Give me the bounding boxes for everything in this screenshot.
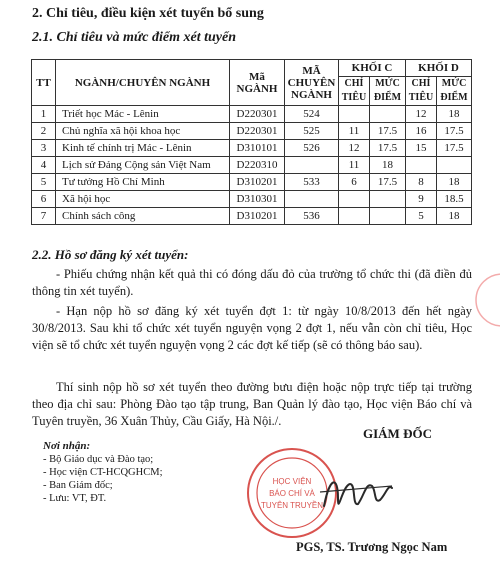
subsection-heading-quota: 2.1. Chỉ tiêu và mức điểm xét tuyển <box>32 30 236 45</box>
signer-name: PGS, TS. Trương Ngọc Nam <box>296 540 448 554</box>
cell-tt: 5 <box>32 174 56 191</box>
cell-d-quota: 16 <box>406 123 437 140</box>
cell-tt: 4 <box>32 157 56 174</box>
seal-line-3: TUYÊN TRUYỀN <box>260 501 324 510</box>
cell-code-major: D310101 <box>230 140 285 157</box>
cell-d-score <box>437 157 472 174</box>
header-group-d: KHỐI D <box>406 60 472 77</box>
cell-major: Kinh tế chính trị Mác - Lênin <box>56 140 230 157</box>
header-code-spec: MÃ CHUYÊN NGÀNH <box>285 60 339 106</box>
seal-line-2: BÁO CHÍ VÀ <box>269 489 315 498</box>
header-major: NGÀNH/CHUYÊN NGÀNH <box>56 60 230 106</box>
cell-c-quota <box>339 191 370 208</box>
cell-c-score: 17.5 <box>370 123 406 140</box>
subsection-heading-dossier: 2.2. Hồ sơ đăng ký xét tuyển: <box>32 247 189 262</box>
recipient-item: - Ban Giám đốc; <box>43 480 113 491</box>
quota-table <box>31 59 472 225</box>
cell-code-spec <box>285 191 339 208</box>
cell-code-major: D220301 <box>230 123 285 140</box>
cell-major: Triết học Mác - Lênin <box>56 106 230 123</box>
seal-line-1: HỌC VIỆN <box>272 477 312 486</box>
cell-tt: 6 <box>32 191 56 208</box>
cell-code-major: D310201 <box>230 208 285 225</box>
signature-title: GIÁM ĐỐC <box>363 426 432 441</box>
cell-d-quota: 12 <box>406 106 437 123</box>
table-row <box>32 191 472 208</box>
cell-code-major: D220310 <box>230 157 285 174</box>
header-c-score: MỨC ĐIỂM <box>370 77 406 106</box>
cell-c-score <box>370 106 406 123</box>
header-tt: TT <box>32 60 56 106</box>
cell-code-spec: 524 <box>285 106 339 123</box>
cell-c-quota: 12 <box>339 140 370 157</box>
cell-d-score: 17.5 <box>437 140 472 157</box>
table-row <box>32 123 472 140</box>
cell-c-score: 17.5 <box>370 140 406 157</box>
cell-code-major: D310301 <box>230 191 285 208</box>
cell-tt: 3 <box>32 140 56 157</box>
cell-d-quota <box>406 157 437 174</box>
paragraph-deadline: - Hạn nộp hồ sơ đăng ký xét tuyển đợt 1: từ ngày 10/8/2013 đến hết ngày 30/8/2013. Sau khi tổ chức xét tuyển nguyện vọng 2 đợt 1, nếu vẫn còn chỉ tiêu, Học viện sẽ tổ chức xét tuyển nguyện vọng 2 các đợt kế tiếp (sẽ có thông báo sau). <box>32 304 472 352</box>
cell-c-quota: 11 <box>339 157 370 174</box>
table-row <box>32 140 472 157</box>
cell-d-score: 18.5 <box>437 191 472 208</box>
header-group-c: KHỐI C <box>339 60 406 77</box>
cell-code-major: D310201 <box>230 174 285 191</box>
cell-code-spec <box>285 157 339 174</box>
cell-major: Xã hội học <box>56 191 230 208</box>
header-d-quota: CHỈ TIÊU <box>406 77 437 106</box>
cell-d-quota: 9 <box>406 191 437 208</box>
quota-table-body <box>32 106 472 225</box>
table-row <box>32 174 472 191</box>
cell-tt: 2 <box>32 123 56 140</box>
cell-code-spec: 525 <box>285 123 339 140</box>
cell-c-quota: 11 <box>339 123 370 140</box>
cell-d-score: 18 <box>437 208 472 225</box>
paragraph-certificate: - Phiếu chứng nhận kết quả thi có đóng dấu đỏ của trường tổ chức thi (đã điền đủ thông tin xét tuyển). <box>32 267 472 298</box>
table-row <box>32 106 472 123</box>
header-code-major: Mã NGÀNH <box>230 60 285 106</box>
recipient-item: - Bộ Giáo dục và Đào tạo; <box>43 454 154 465</box>
table-row <box>32 157 472 174</box>
cell-major: Chủ nghĩa xã hội khoa học <box>56 123 230 140</box>
cell-tt: 1 <box>32 106 56 123</box>
recipient-item: - Lưu: VT, ĐT. <box>43 493 107 504</box>
cell-c-score <box>370 191 406 208</box>
cell-d-score: 18 <box>437 174 472 191</box>
table-row <box>32 208 472 225</box>
cell-d-quota: 8 <box>406 174 437 191</box>
cell-c-score: 17.5 <box>370 174 406 191</box>
cell-d-quota: 15 <box>406 140 437 157</box>
cell-code-spec: 536 <box>285 208 339 225</box>
section-heading: 2. Chỉ tiêu, điều kiện xét tuyển bổ sung <box>32 6 264 21</box>
cell-c-score <box>370 208 406 225</box>
cell-major: Lịch sử Đảng Cộng sản Việt Nam <box>56 157 230 174</box>
cell-code-spec: 526 <box>285 140 339 157</box>
cell-code-spec: 533 <box>285 174 339 191</box>
cell-major: Tư tưởng Hồ Chí Minh <box>56 174 230 191</box>
margin-stamp-icon <box>470 270 500 330</box>
cell-tt: 7 <box>32 208 56 225</box>
cell-d-quota: 5 <box>406 208 437 225</box>
cell-d-score: 17.5 <box>437 123 472 140</box>
cell-c-quota: 6 <box>339 174 370 191</box>
cell-code-major: D220301 <box>230 106 285 123</box>
recipient-item: - Học viện CT-HCQGHCM; <box>43 467 163 478</box>
cell-major: Chính sách công <box>56 208 230 225</box>
cell-c-quota <box>339 208 370 225</box>
paragraph-submission: Thí sinh nộp hồ sơ xét tuyển theo đường bưu điện hoặc nộp trực tiếp tại trường theo địa chỉ sau: Phòng Đào tạo tập trung, Ban Quản lý đào tạo, Học viện Báo chí và Tuyên truyền, 36 Xuân Thủy, Cầu Giấy, Hà Nội./. <box>32 380 472 428</box>
recipients-heading: Nơi nhận: <box>43 440 91 452</box>
header-c-quota: CHỈ TIÊU <box>339 77 370 106</box>
header-d-score: MỨC ĐIỂM <box>437 77 472 106</box>
cell-d-score: 18 <box>437 106 472 123</box>
cell-c-score: 18 <box>370 157 406 174</box>
cell-c-quota <box>339 106 370 123</box>
recipients-block <box>43 440 162 505</box>
official-seal-icon <box>246 446 396 540</box>
